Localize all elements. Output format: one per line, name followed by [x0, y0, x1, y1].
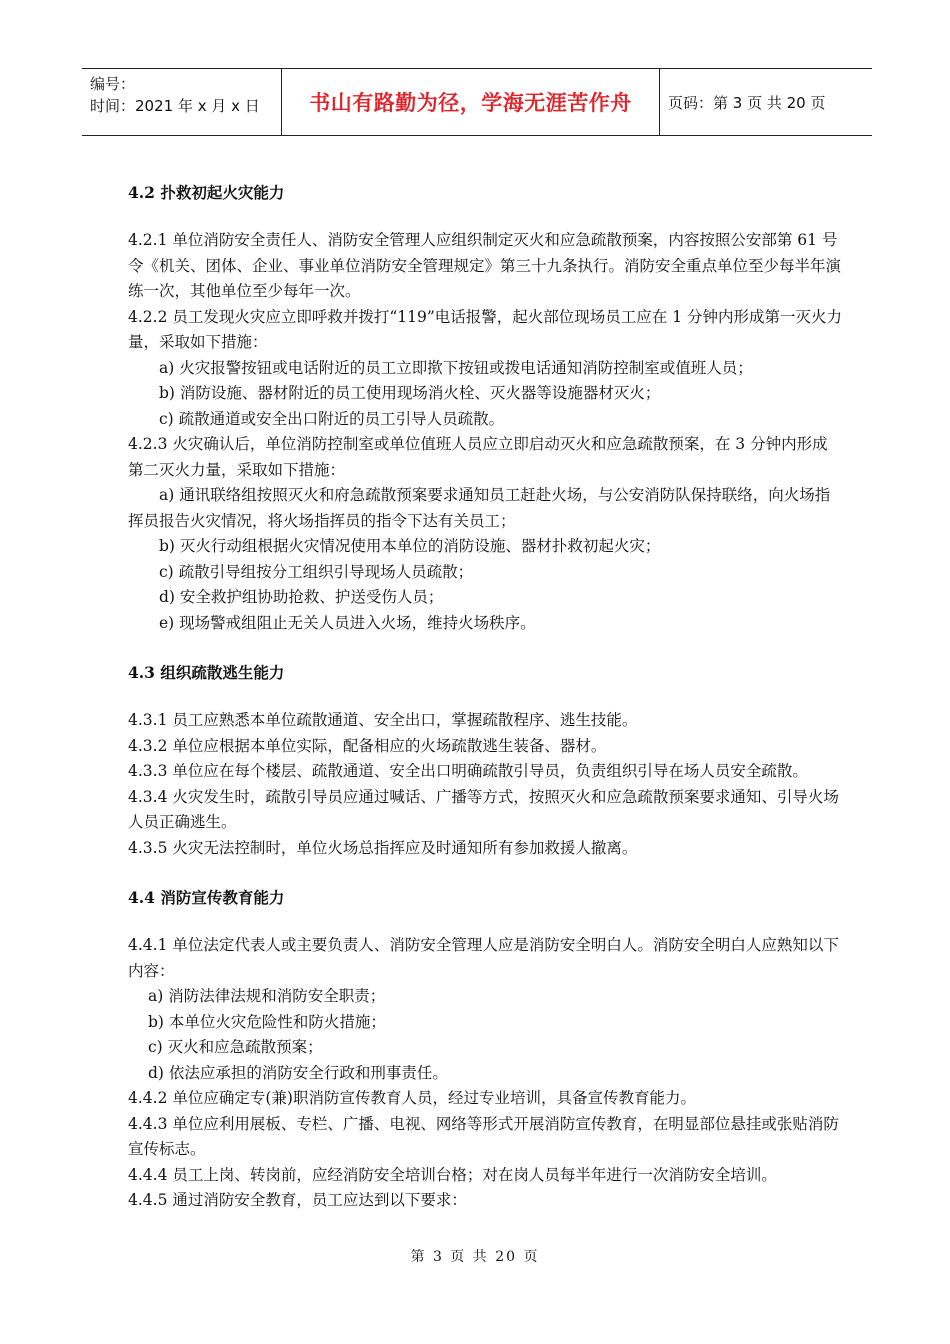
section-heading-4-4: 4.4 消防宣传教育能力 — [128, 888, 285, 907]
list-item: e) 现场警戒组阻止无关人员进入火场，维持火场秩序。 — [159, 613, 536, 632]
paragraph-4-4-5: 4.4.5 通过消防安全教育，员工应达到以下要求： — [128, 1191, 467, 1209]
paragraph-4-4-4: 4.4.4 员工上岗、转岗前，应经消防安全培训台格；对在岗人员每半年进行一次消防安全培训。 — [128, 1165, 777, 1184]
list-item: b) 灭火行动组根据火灾情况使用本单位的消防设施、器材扑救初起火灾； — [159, 537, 661, 555]
paragraph-4-3-5: 4.3.5 火灾无法控制时，单位火场总指挥应及时通知所有参加救援人撤离。 — [128, 838, 638, 857]
list-item: a) 通讯联络组按照灭火和府急疏散预案要求通知员工赶赴火场，与公安消防队保持联络，向火场指挥员报告火灾情况，将火场指挥员的指令下达有关员工； — [128, 486, 831, 530]
paragraph-4-3-2: 4.3.2 单位应根据本单位实际，配备相应的火场疏散逃生装备、器材。 — [128, 736, 607, 755]
list-item: d) 依法应承担的消防安全行政和刑事责任。 — [148, 1063, 448, 1082]
paragraph-4-3-3: 4.3.3 单位应在每个楼层、疏散通道、安全出口明确疏散引导员，负责组织引导在场人员安全疏散。 — [128, 762, 808, 780]
list-item: c) 疏散引导组按分工组织引导现场人员疏散； — [159, 562, 474, 581]
header-page-number: 页码：第 3 页 共 20 页 — [668, 93, 826, 112]
paragraph-4-3-4: 4.3.4 火灾发生时，疏散引导员应通过喊话、广播等方式，按照灭火和应急疏散预案要求通知、引导火场人员正确逃生。 — [128, 787, 839, 831]
list-item: c) 灭火和应急疏散预案； — [148, 1038, 323, 1056]
list-item: a) 火灾报警按钮或电话附近的员工立即揿下按钮或拨电话通知消防控制室或值班人员； — [159, 358, 753, 377]
list-item: b) 本单位火灾危险性和防火措施； — [148, 1012, 386, 1031]
paragraph-4-4-1: 4.4.1 单位法定代表人或主要负责人、消防安全管理人应是消防安全明白人。消防安全明白人应熟知以下内容： — [128, 936, 839, 980]
list-item: b) 消防设施、器材附近的员工使用现场消火栓、灭火器等设施器材灭火； — [159, 384, 661, 402]
paragraph-4-4-3: 4.4.3 单位应利用展板、专栏、广播、电视、网络等形式开展消防宣传教育，在明显部位悬挂或张贴消防宣传标志。 — [128, 1114, 839, 1158]
paragraph-4-3-1: 4.3.1 员工应熟悉本单位疏散通道、安全出口，掌握疏散程序、逃生技能。 — [128, 711, 638, 729]
section-heading-4-2: 4.2 扑救初起火灾能力 — [128, 183, 285, 202]
document-body — [128, 180, 843, 1214]
paragraph-4-2-3: 4.2.3 火灾确认后，单位消防控制室或单位值班人员应立即启动灭火和应急疏散预案，在 3 分钟内形成第二灭火力量，采取如下措施： — [128, 435, 828, 479]
header-meta — [82, 69, 282, 135]
page-footer: 第 3 页 共 20 页 — [410, 1249, 540, 1265]
list-item: a) 消防法律法规和消防安全职责； — [148, 987, 386, 1005]
section-heading-4-3: 4.3 组织疏散逃生能力 — [128, 663, 285, 682]
paragraph-4-2-1: 4.2.1 单位消防安全责任人、消防安全管理人应组织制定灭火和应急疏散预案，内容按照公安部第 61 号令《机关、团体、企业、事业单位消防安全管理规定》第三十九条执行。消防安全重点单位至少每半年演练一次，其他单位至少每年一次。 — [128, 231, 842, 300]
page-header — [82, 68, 872, 136]
header-motto: 书山有路勤为径，学海无涯苦作舟 — [282, 69, 660, 135]
list-item: c) 疏散通道或安全出口附近的员工引导人员疏散。 — [159, 409, 505, 428]
header-time: 时间：2021 年 x 月 x 日 — [90, 97, 260, 115]
paragraph-4-2-2: 4.2.2 员工发现火灾应立即呼救并拨打“119”电话报警，起火部位现场员工应在 1 分钟内形成第一灭火力量，采取如下措施： — [128, 307, 843, 351]
list-item: d) 安全救护组协助抢救、护送受伤人员； — [159, 588, 444, 606]
paragraph-4-4-2: 4.4.2 单位应确定专(兼)职消防宣传教育人员，经过专业培训，具备宣传教育能力。 — [128, 1089, 696, 1107]
header-number: 编号： — [90, 75, 136, 93]
